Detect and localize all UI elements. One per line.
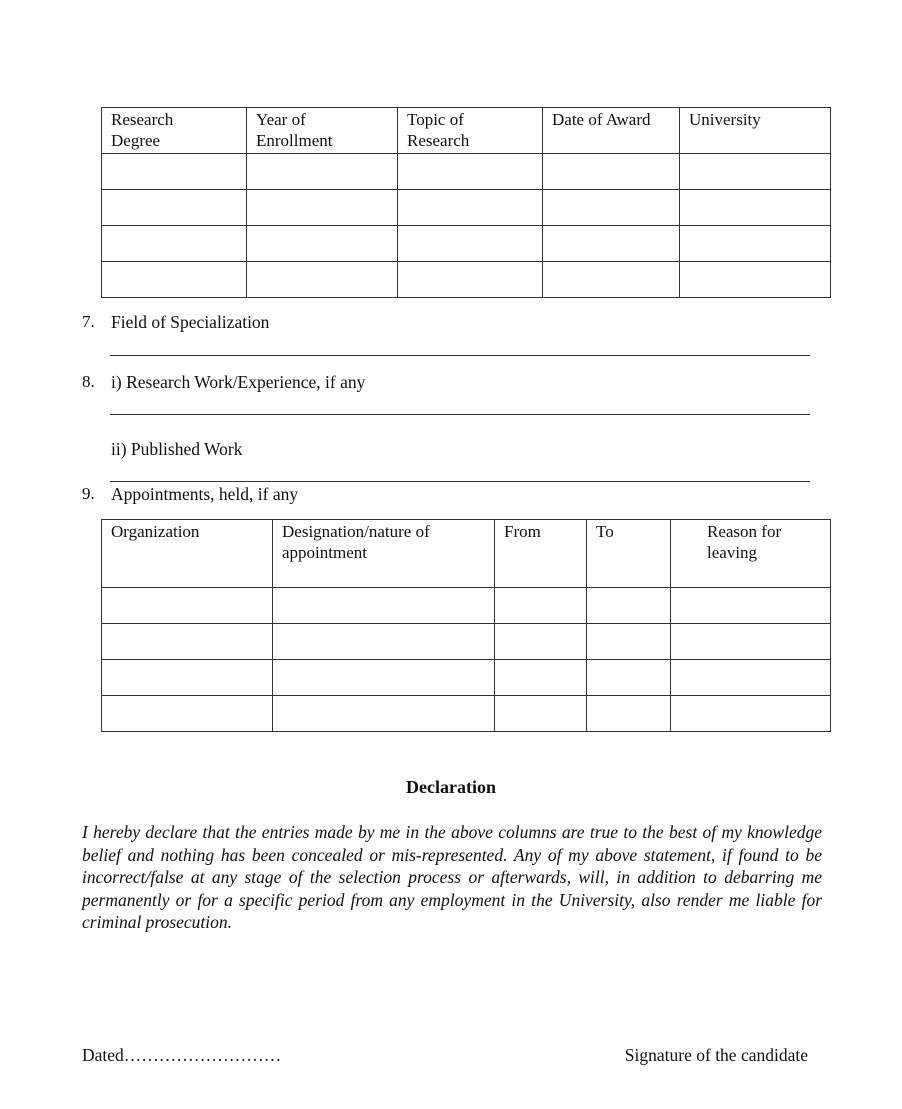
table-row: [102, 588, 831, 624]
table-row: [102, 262, 831, 298]
table-cell[interactable]: [671, 660, 831, 696]
table-cell[interactable]: [273, 624, 495, 660]
table-row: [102, 660, 831, 696]
table-cell[interactable]: [543, 154, 680, 190]
header-research-degree: Research Degree: [102, 108, 247, 154]
research-work-line[interactable]: [110, 414, 810, 415]
table-cell[interactable]: [398, 262, 543, 298]
table-cell[interactable]: [680, 154, 831, 190]
table-row: [102, 696, 831, 732]
table-cell[interactable]: [102, 226, 247, 262]
declaration-text: I hereby declare that the entries made by me in the above columns are true to the best of my knowledge belief and nothing has been concealed or mis-represented. Any of my above statement, if found to be incorrect/false at any stage of the selection process or afterwards, will, in addition to debarring me permanently or for a specific period from any employment in the University, also render me liable for criminal prosecution.: [82, 822, 822, 932]
table-cell[interactable]: [495, 588, 587, 624]
table-cell[interactable]: [495, 660, 587, 696]
table-cell[interactable]: [102, 588, 273, 624]
header-topic-of-research: Topic of Research: [398, 108, 543, 154]
table-cell[interactable]: [102, 660, 273, 696]
signature-label: Signature of the candidate: [624, 1045, 808, 1065]
table-cell[interactable]: [671, 624, 831, 660]
appointments-table: [101, 519, 831, 732]
research-work-label: i) Research Work/Experience, if any: [111, 372, 366, 392]
header-designation: Designation/nature of appointment: [273, 520, 495, 588]
table-cell[interactable]: [587, 696, 671, 732]
table-cell[interactable]: [587, 588, 671, 624]
field-of-specialization-line[interactable]: [110, 355, 810, 356]
published-work-line[interactable]: [110, 481, 810, 482]
table-row: [102, 190, 831, 226]
table-cell[interactable]: [102, 262, 247, 298]
table-row: [102, 154, 831, 190]
table-cell[interactable]: [543, 226, 680, 262]
table-cell[interactable]: [247, 154, 398, 190]
declaration-title: Declaration: [406, 777, 496, 797]
table-cell[interactable]: [543, 190, 680, 226]
table-header-row: [102, 108, 831, 154]
header-reason-for-leaving: Reason for leaving: [671, 520, 831, 588]
header-date-of-award: Date of Award: [543, 108, 680, 154]
header-to: To: [587, 520, 671, 588]
table-cell[interactable]: [495, 696, 587, 732]
table-cell[interactable]: [247, 190, 398, 226]
table-cell[interactable]: [247, 226, 398, 262]
research-degree-table: [101, 107, 831, 298]
field-of-specialization-label: Field of Specialization: [111, 312, 270, 332]
table-cell[interactable]: [495, 624, 587, 660]
table-cell[interactable]: [102, 190, 247, 226]
table-cell[interactable]: [273, 588, 495, 624]
header-year-of-enrollment: Year of Enrollment: [247, 108, 398, 154]
table-cell[interactable]: [398, 190, 543, 226]
table-cell[interactable]: [587, 660, 671, 696]
dated-field[interactable]: Dated………………………: [82, 1045, 282, 1065]
table-cell[interactable]: [680, 262, 831, 298]
table-cell[interactable]: [102, 696, 273, 732]
table-cell[interactable]: [273, 660, 495, 696]
table-cell[interactable]: [671, 696, 831, 732]
appointments-label: Appointments, held, if any: [111, 484, 299, 504]
table-cell[interactable]: [273, 696, 495, 732]
table-cell[interactable]: [587, 624, 671, 660]
header-university: University: [680, 108, 831, 154]
item-number-8: 8.: [82, 372, 95, 391]
header-from: From: [495, 520, 587, 588]
table-cell[interactable]: [398, 154, 543, 190]
table-row: [102, 624, 831, 660]
table-cell[interactable]: [543, 262, 680, 298]
table-cell[interactable]: [102, 624, 273, 660]
table-header-row: [102, 520, 831, 588]
item-number-9: 9.: [82, 484, 95, 503]
published-work-label: ii) Published Work: [111, 439, 243, 459]
table-cell[interactable]: [247, 262, 398, 298]
table-cell[interactable]: [398, 226, 543, 262]
table-cell[interactable]: [680, 226, 831, 262]
table-cell[interactable]: [671, 588, 831, 624]
table-row: [102, 226, 831, 262]
item-number-7: 7.: [82, 312, 95, 331]
header-organization: Organization: [102, 520, 273, 588]
table-cell[interactable]: [102, 154, 247, 190]
table-cell[interactable]: [680, 190, 831, 226]
